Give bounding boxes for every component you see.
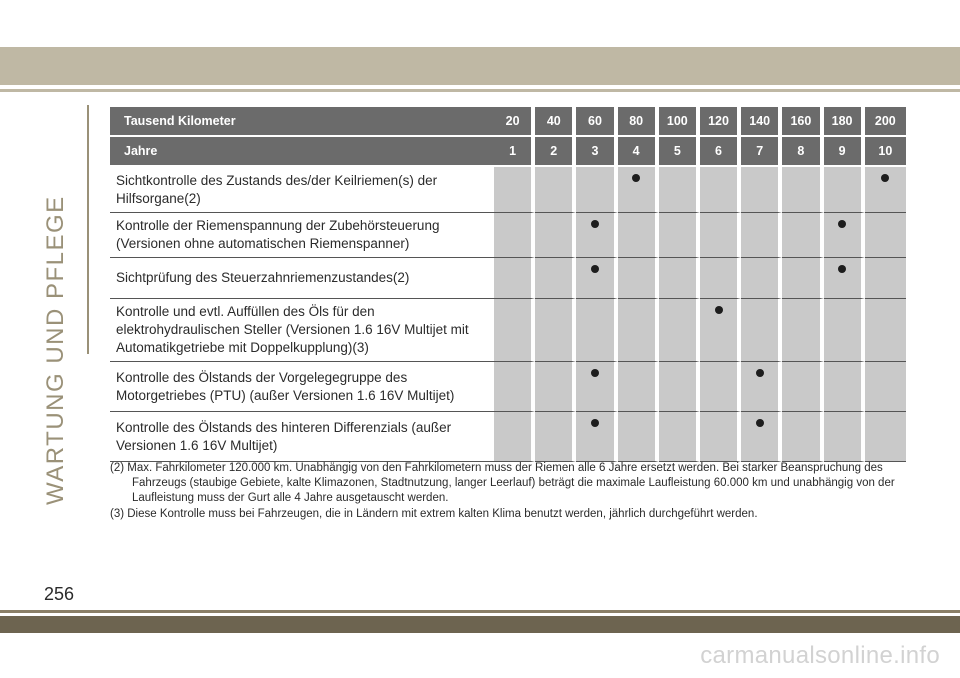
interval-cell <box>700 362 741 412</box>
header-km-cell: 140 <box>741 107 782 137</box>
interval-cell <box>824 167 865 213</box>
interval-cell <box>576 213 617 258</box>
interval-cell <box>741 299 782 362</box>
service-description: Kontrolle und evtl. Auffüllen des Öls für den elektrohydraulischen Steller (Versionen 1.6 16V Multijet mit Automatikgetriebe mit Doppelkupplung)(3) <box>110 299 494 362</box>
check-dot-icon <box>756 419 764 427</box>
bottom-decor-line <box>0 610 960 613</box>
header-row-kilometers <box>110 107 906 137</box>
check-dot-icon <box>715 306 723 314</box>
interval-cell <box>576 167 617 213</box>
maintenance-schedule-table <box>110 107 906 462</box>
top-decor-band <box>0 47 960 85</box>
header-km-cell: 200 <box>865 107 906 137</box>
interval-cell <box>700 213 741 258</box>
check-dot-icon <box>632 174 640 182</box>
header-km-cell: 20 <box>494 107 535 137</box>
interval-cell <box>700 412 741 462</box>
interval-cell <box>494 412 535 462</box>
interval-cell <box>824 412 865 462</box>
interval-cell <box>494 258 535 299</box>
interval-cell <box>535 213 576 258</box>
check-dot-icon <box>591 220 599 228</box>
interval-cell <box>618 412 659 462</box>
interval-cell <box>741 412 782 462</box>
interval-cell <box>782 167 823 213</box>
interval-cell <box>824 213 865 258</box>
interval-cell <box>535 258 576 299</box>
service-description: Sichtkontrolle des Zustands des/der Keilriemen(s) der Hilfsorgane(2) <box>110 167 494 213</box>
interval-cell <box>782 412 823 462</box>
interval-cell <box>535 167 576 213</box>
interval-cell <box>741 362 782 412</box>
interval-cell <box>824 362 865 412</box>
page-number: 256 <box>44 584 75 604</box>
section-title-vertical: WARTUNG UND PFLEGE <box>42 195 69 505</box>
interval-cell <box>865 362 906 412</box>
check-dot-icon <box>838 265 846 273</box>
interval-cell <box>535 412 576 462</box>
top-decor-line <box>0 89 960 92</box>
interval-cell <box>659 167 700 213</box>
header-km-cell: 120 <box>700 107 741 137</box>
header-year-cell: 4 <box>618 137 659 167</box>
check-dot-icon <box>881 174 889 182</box>
interval-cell <box>535 362 576 412</box>
interval-cell <box>659 258 700 299</box>
table-row <box>110 299 906 362</box>
service-description: Kontrolle der Riemenspannung der Zubehörsteuerung (Versionen ohne automatischen Riemenspanner) <box>110 213 494 258</box>
header-km-cell: 100 <box>659 107 700 137</box>
interval-cell <box>700 258 741 299</box>
interval-cell <box>700 299 741 362</box>
interval-cell <box>659 362 700 412</box>
table-row <box>110 167 906 213</box>
interval-cell <box>865 258 906 299</box>
check-dot-icon <box>838 220 846 228</box>
service-description: Kontrolle des Ölstands der Vorgelegegruppe des Motorgetriebes (PTU) (außer Versionen 1.6 16V Multijet) <box>110 362 494 412</box>
interval-cell <box>618 213 659 258</box>
interval-cell <box>618 167 659 213</box>
header-km-cell: 80 <box>618 107 659 137</box>
section-title-underline <box>87 105 89 354</box>
interval-cell <box>782 362 823 412</box>
header-year-cell: 1 <box>494 137 535 167</box>
header-year-cell: 9 <box>824 137 865 167</box>
table-row <box>110 213 906 258</box>
check-dot-icon <box>591 419 599 427</box>
interval-cell <box>865 167 906 213</box>
interval-cell <box>782 299 823 362</box>
interval-cell <box>576 258 617 299</box>
header-km-cell: 160 <box>782 107 823 137</box>
header-years-label: Jahre <box>110 137 494 167</box>
interval-cell <box>782 258 823 299</box>
interval-cell <box>659 412 700 462</box>
header-year-cell: 6 <box>700 137 741 167</box>
interval-cell <box>659 299 700 362</box>
interval-cell <box>618 299 659 362</box>
interval-cell <box>494 213 535 258</box>
service-description: Sichtprüfung des Steuerzahnriemenzustandes(2) <box>110 258 494 299</box>
interval-cell <box>700 167 741 213</box>
header-year-cell: 7 <box>741 137 782 167</box>
footnotes <box>110 461 910 523</box>
header-km-cell: 180 <box>824 107 865 137</box>
bottom-decor-band <box>0 616 960 633</box>
header-year-cell: 10 <box>865 137 906 167</box>
service-description: Kontrolle des Ölstands des hinteren Differenzials (außer Versionen 1.6 16V Multijet) <box>110 412 494 462</box>
interval-cell <box>618 362 659 412</box>
interval-cell <box>741 167 782 213</box>
footnote-2: (2) Max. Fahrkilometer 120.000 km. Unabhängig von den Fahrkilometern muss der Riemen alle 6 Jahre ersetzt werden. Bei starker Beanspruchung des Fahrzeugs (staubige Gebiete, kalte Klimazonen, Stadtnutzung, langer Leerlauf) beträgt die maximale Laufleistung 60.000 km und unabhängig von der Laufleistung muss der Gurt alle 4 Jahre ausgetauscht werden. <box>110 462 895 504</box>
header-year-cell: 3 <box>576 137 617 167</box>
header-km-cell: 60 <box>576 107 617 137</box>
check-dot-icon <box>756 369 764 377</box>
interval-cell <box>865 299 906 362</box>
interval-cell <box>865 213 906 258</box>
interval-cell <box>494 362 535 412</box>
interval-cell <box>659 213 700 258</box>
interval-cell <box>782 213 823 258</box>
footnote-3: (3) Diese Kontrolle muss bei Fahrzeugen, die in Ländern mit extrem kalten Klima benutzt werden, jährlich durchgeführt werden. <box>110 508 758 520</box>
check-dot-icon <box>591 369 599 377</box>
interval-cell <box>741 258 782 299</box>
header-year-cell: 2 <box>535 137 576 167</box>
check-dot-icon <box>591 265 599 273</box>
header-year-cell: 5 <box>659 137 700 167</box>
interval-cell <box>494 299 535 362</box>
header-year-cell: 8 <box>782 137 823 167</box>
header-row-years <box>110 137 906 167</box>
interval-cell <box>618 258 659 299</box>
interval-cell <box>865 412 906 462</box>
interval-cell <box>824 299 865 362</box>
interval-cell <box>494 167 535 213</box>
interval-cell <box>741 213 782 258</box>
interval-cell <box>576 412 617 462</box>
watermark-text: carmanualsonline.info <box>700 642 940 669</box>
interval-cell <box>576 299 617 362</box>
table-row <box>110 412 906 462</box>
schedule-rows <box>110 167 906 462</box>
interval-cell <box>824 258 865 299</box>
table-row <box>110 258 906 299</box>
header-km-cell: 40 <box>535 107 576 137</box>
header-km-label: Tausend Kilometer <box>110 107 494 137</box>
interval-cell <box>576 362 617 412</box>
interval-cell <box>535 299 576 362</box>
table-row <box>110 362 906 412</box>
